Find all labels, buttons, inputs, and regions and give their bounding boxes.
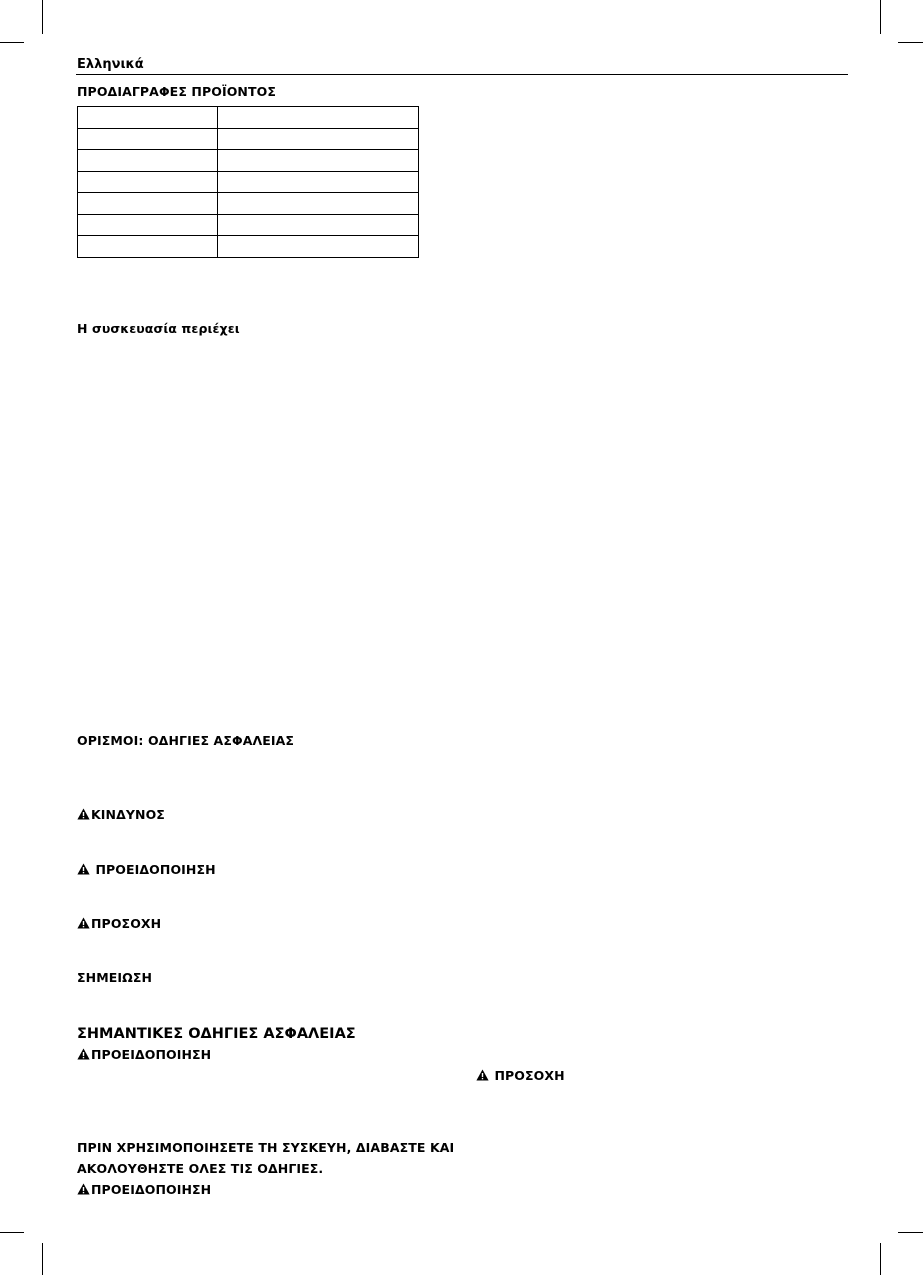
spec-cell [218, 214, 419, 236]
note-definition-label: ΣΗΜΕΙΩΣΗ [77, 970, 153, 985]
read-instructions-line-2: ΑΚΟΛΟΥΘΗΣΤΕ ΟΛΕΣ ΤΙΣ ΟΔΗΓΙΕΣ. [77, 1161, 324, 1176]
final-warning-text: ΠΡΟΕΙΔΟΠΟΙΗΣΗ [91, 1182, 212, 1197]
spec-cell [218, 236, 419, 258]
caution-right-label [476, 1068, 565, 1083]
package-contents-title: Η συσκευασία περιέχει [77, 321, 240, 336]
warning-triangle-icon [77, 1048, 90, 1060]
caution-definition-text: ΠΡΟΣΟΧΗ [91, 916, 162, 931]
table-row [78, 171, 419, 193]
spec-cell [78, 193, 218, 215]
safety-title: ΣΗΜΑΝΤΙΚΕΣ ΟΔΗΓΙΕΣ ΑΣΦΑΛΕΙΑΣ [77, 1026, 356, 1042]
safety-warning-label [77, 1047, 211, 1062]
header-rule [76, 74, 848, 75]
spec-cell [78, 171, 218, 193]
warning-triangle-icon [77, 917, 90, 929]
warning-triangle-icon [77, 863, 90, 875]
warning-triangle-icon [77, 808, 90, 820]
crop-mark-top-right-v [880, 0, 881, 34]
crop-mark-bottom-right-h [898, 1232, 923, 1233]
spec-cell [218, 150, 419, 172]
spec-cell [78, 128, 218, 150]
crop-mark-top-left-v [42, 0, 43, 34]
crop-mark-bottom-left-v [42, 1243, 43, 1275]
crop-mark-bottom-left-h [0, 1232, 24, 1233]
spec-cell [78, 107, 218, 129]
definitions-title: ΟΡΙΣΜΟΙ: ΟΔΗΓΙΕΣ ΑΣΦΑΛΕΙΑΣ [77, 733, 295, 748]
spec-cell [218, 128, 419, 150]
table-row [78, 236, 419, 258]
spec-cell [218, 171, 419, 193]
spec-cell [78, 150, 218, 172]
spec-cell [218, 193, 419, 215]
language-label: Ελληνικά [77, 57, 144, 72]
caution-definition-label [77, 916, 161, 931]
spec-cell [218, 107, 419, 129]
table-row [78, 193, 419, 215]
specs-table [77, 106, 419, 258]
crop-mark-bottom-right-v [880, 1243, 881, 1275]
warning-definition-label [77, 862, 216, 877]
crop-mark-top-left-h [0, 42, 24, 43]
table-row [78, 150, 419, 172]
warning-triangle-icon [476, 1069, 489, 1081]
danger-text: ΚΙΝΔΥΝΟΣ [91, 807, 165, 822]
table-row [78, 107, 419, 129]
spec-cell [78, 236, 218, 258]
spec-cell [78, 214, 218, 236]
read-instructions-line-1: ΠΡΙΝ ΧΡΗΣΙΜΟΠΟΙΗΣΕΤΕ ΤΗ ΣΥΣΚΕΥΗ, ΔΙΑΒΑΣΤΕ ΚΑΙ [77, 1140, 455, 1155]
crop-mark-top-right-h [898, 42, 923, 43]
caution-right-text: ΠΡΟΣΟΧΗ [494, 1068, 565, 1083]
table-row [78, 214, 419, 236]
danger-label [77, 807, 165, 822]
specs-title: ΠΡΟΔΙΑΓΡΑΦΕΣ ΠΡΟΪΟΝΤΟΣ [77, 84, 276, 99]
warning-triangle-icon [77, 1183, 90, 1195]
safety-warning-text: ΠΡΟΕΙΔΟΠΟΙΗΣΗ [91, 1047, 212, 1062]
warning-definition-text: ΠΡΟΕΙΔΟΠΟΙΗΣΗ [95, 862, 216, 877]
final-warning-label [77, 1182, 211, 1197]
table-row [78, 128, 419, 150]
